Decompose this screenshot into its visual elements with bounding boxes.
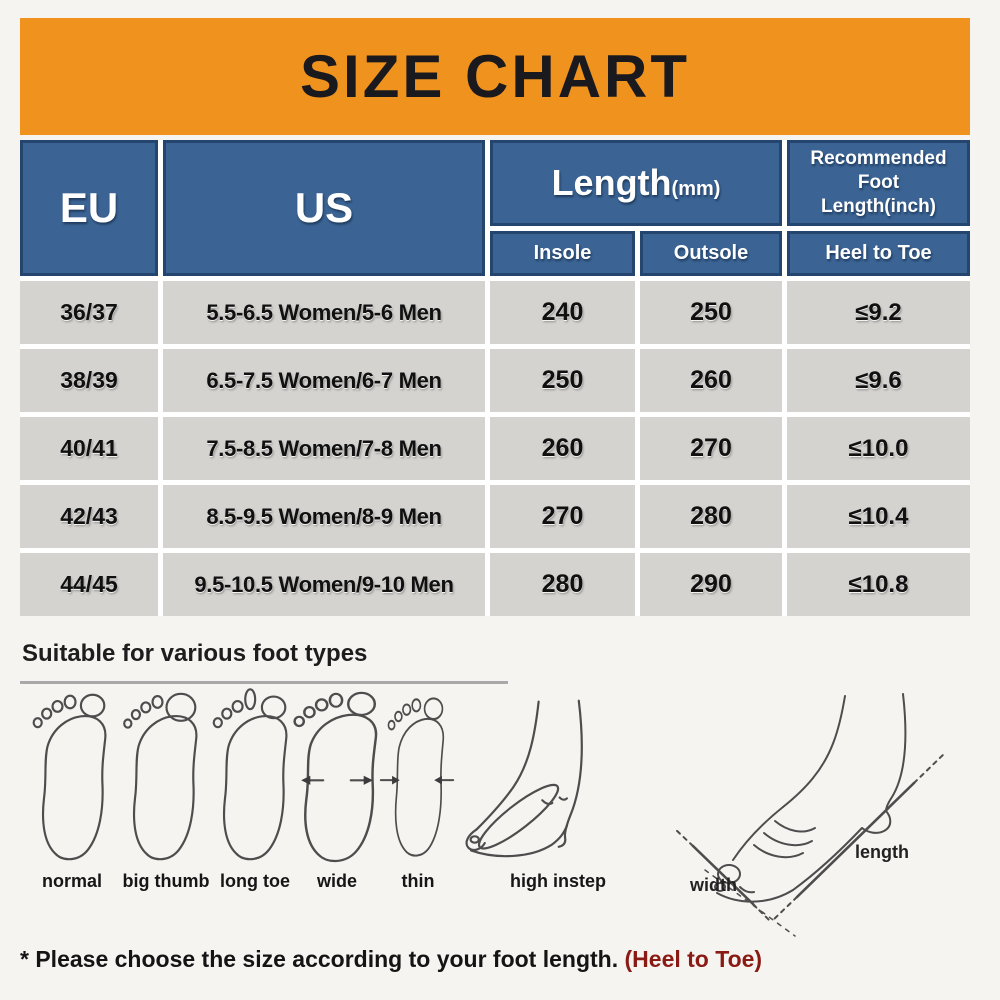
table-row-us: 9.5-10.5 Women/9-10 Men — [163, 553, 485, 616]
foot-long-toe-icon — [207, 686, 297, 870]
table-row-insole: 270 — [490, 485, 635, 548]
foot-label-thin: thin — [401, 871, 435, 891]
header-heel-to-toe: Heel to Toe — [787, 231, 970, 276]
table-row-insole: 260 — [490, 417, 635, 480]
measure-length-label: length — [855, 842, 909, 862]
foot-label-high-instep: high instep — [510, 871, 606, 891]
table-row-outsole: 260 — [640, 349, 782, 412]
table-row-outsole: 280 — [640, 485, 782, 548]
header-us: US — [163, 140, 485, 276]
header-insole: Insole — [490, 231, 635, 276]
table-row-rec: ≤10.4 — [787, 485, 970, 548]
page-title: SIZE CHART — [300, 43, 690, 110]
foot-label-big-thumb: big thumb — [122, 871, 210, 891]
table-row-us: 7.5-8.5 Women/7-8 Men — [163, 417, 485, 480]
header-length — [490, 140, 782, 226]
header-length-unit: (mm) — [671, 177, 721, 200]
table-row-rec: ≤9.2 — [787, 281, 970, 344]
foot-measure-diagram — [645, 690, 980, 940]
table-row-rec: ≤10.8 — [787, 553, 970, 616]
header-eu: EU — [20, 140, 158, 276]
table-row-insole: 240 — [490, 281, 635, 344]
section-divider — [20, 681, 508, 684]
footnote — [20, 946, 762, 973]
table-row-eu: 40/41 — [20, 417, 158, 480]
table-row-us: 6.5-7.5 Women/6-7 Men — [163, 349, 485, 412]
table-row-us: 8.5-9.5 Women/8-9 Men — [163, 485, 485, 548]
footnote-highlight: (Heel to Toe) — [624, 946, 763, 972]
foot-label-long-toe: long toe — [220, 871, 290, 891]
measure-width-label: width — [690, 875, 737, 895]
table-row-rec: ≤9.6 — [787, 349, 970, 412]
table-row-rec: ≤10.0 — [787, 417, 970, 480]
table-row-eu: 44/45 — [20, 553, 158, 616]
table-row-outsole: 290 — [640, 553, 782, 616]
header-outsole: Outsole — [640, 231, 782, 276]
foot-normal-icon — [26, 686, 116, 870]
title-banner — [20, 18, 970, 135]
table-row-outsole: 250 — [640, 281, 782, 344]
footnote-text: * Please choose the size according to your foot length. — [20, 946, 625, 972]
header-recommended: Recommended Foot Length(inch) — [787, 140, 970, 226]
table-row-insole: 250 — [490, 349, 635, 412]
header-length-label: Length — [551, 162, 672, 203]
foot-thin-icon — [374, 686, 460, 870]
foot-types-heading: Suitable for various foot types — [22, 640, 368, 667]
foot-wide-icon — [291, 686, 383, 870]
table-row-eu: 38/39 — [20, 349, 158, 412]
foot-label-wide: wide — [316, 871, 357, 891]
table-row-eu: 36/37 — [20, 281, 158, 344]
size-table — [20, 140, 970, 616]
table-row-insole: 280 — [490, 553, 635, 616]
foot-big-thumb-icon — [117, 686, 207, 870]
foot-label-normal: normal — [41, 871, 102, 891]
table-row-us: 5.5-6.5 Women/5-6 Men — [163, 281, 485, 344]
table-row-eu: 42/43 — [20, 485, 158, 548]
table-row-outsole: 270 — [640, 417, 782, 480]
foot-high-instep-icon — [455, 698, 625, 876]
